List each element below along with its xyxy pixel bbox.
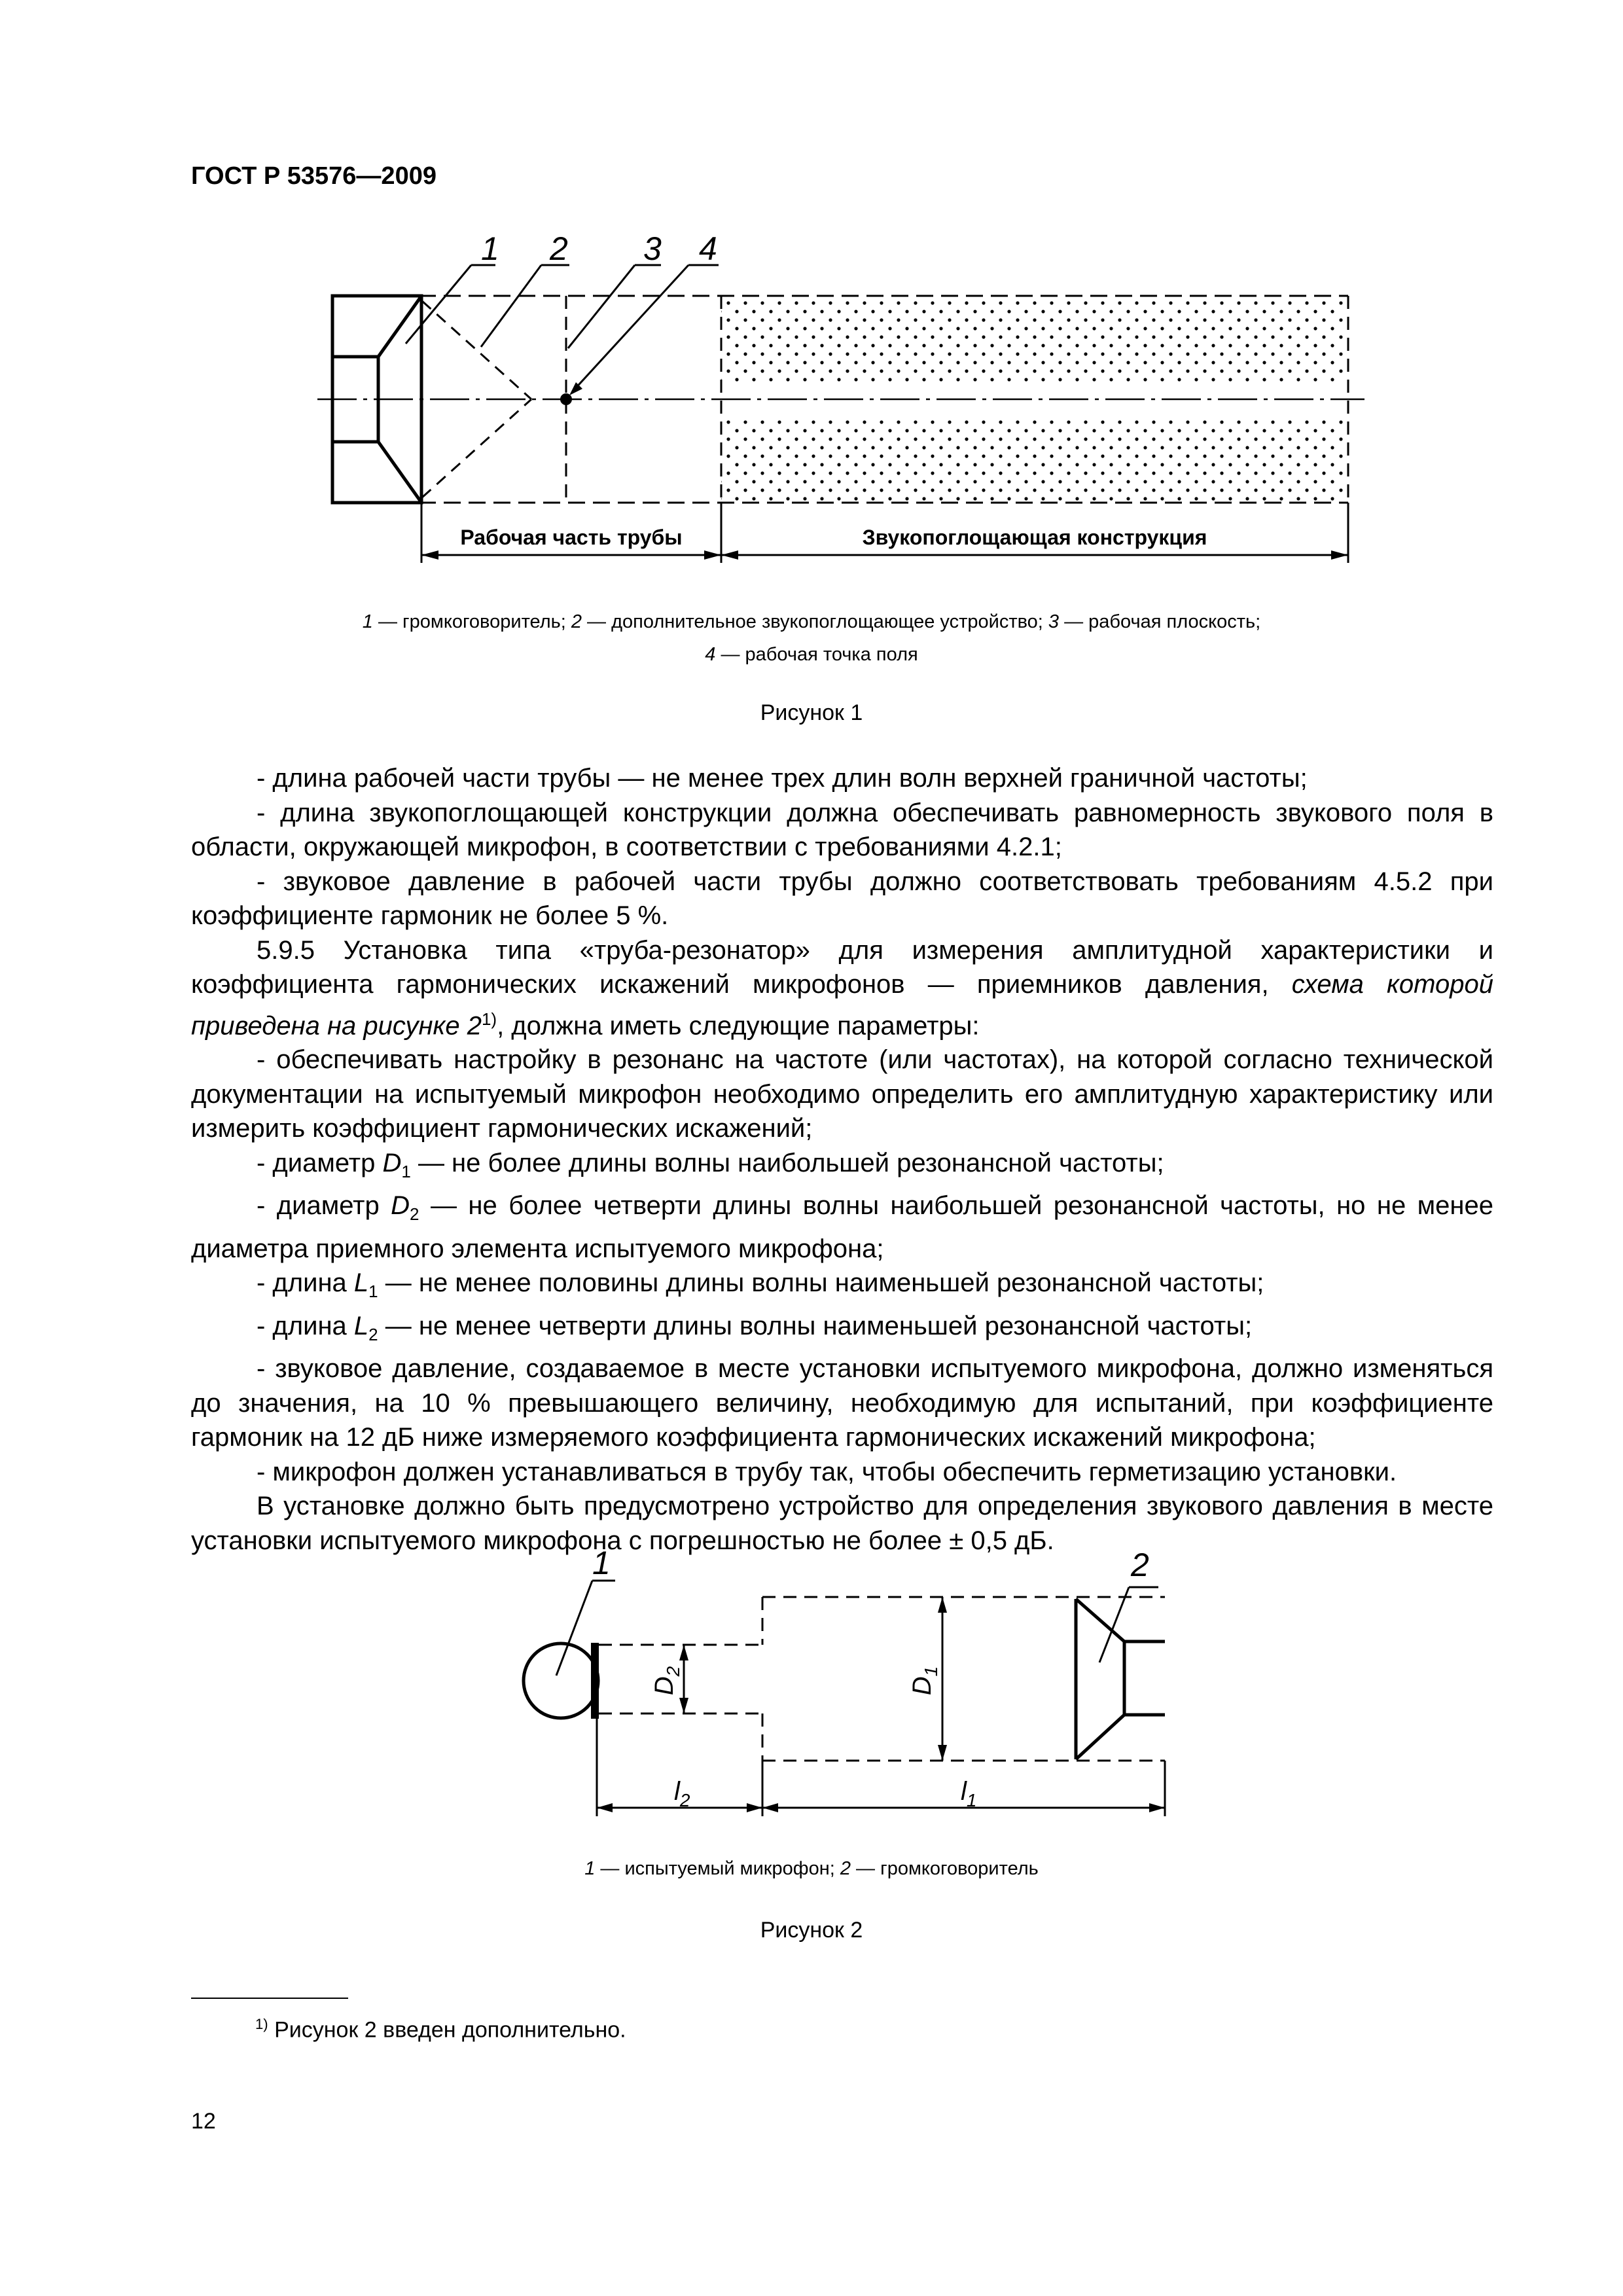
figure-2-legend: 1 — испытуемый микрофон; 2 — громкоговоритель: [584, 1858, 1039, 1879]
paragraph: В установке должно быть предусмотрено устройство для определения звукового давления в месте установки испытуемого микрофона с погрешностью не более ± 0,5 дБ.: [191, 1492, 1493, 1555]
figure-2-callout-1: 1: [592, 1545, 611, 1581]
paragraph: - длина $L_1$ — не менее половины длины волны наименьшей резонансной частоты;: [257, 1268, 1264, 1302]
body-text: [191, 761, 1493, 1558]
d2-label: $D_2$: [650, 1666, 683, 1696]
page-number: 12: [191, 2109, 216, 2134]
footnote: $^{1)}$ Рисунок 2 введен дополнительно.: [255, 2016, 626, 2043]
paragraph: - обеспечивать настройку в резонанс на частоте (или частотах), на которой согласно технической документации на испытуемый микрофон необходимо определить его амплитудную характеристику или измерить коэффициент гармонических искажений;: [191, 1045, 1493, 1143]
paragraph: - звуковое давление в рабочей части трубы должно соответствовать требованиям 4.5.2 при коэффициенте гармоник не более 5 %.: [191, 867, 1493, 930]
paragraph: - длина $L_2$ — не менее четверти длины волны наименьшей резонансной частоты;: [257, 1311, 1253, 1344]
absorbing-structure-label: Звукопоглощающая конструкция: [862, 526, 1207, 549]
figure-2-diagram: [0, 1538, 1623, 1839]
l1-label: $l_1$: [961, 1777, 977, 1810]
figure-1-legend: 1 — громкоговоритель; 2 — дополнительное звукопоглощающее устройство; 3 — рабочая плоскость; 4 — рабочая точка поля: [362, 611, 1261, 665]
paragraph: - длина рабочей части трубы — не менее трех длин волн верхней граничной частоты;: [257, 764, 1308, 793]
paragraph: - микрофон должен устанавливаться в трубу так, чтобы обеспечить герметизацию установки.: [257, 1457, 1397, 1486]
paragraph: 5.9.5 Установка типа «труба-резонатор» для измерения амплитудной характеристики и коэффициента гармонических искажений микрофонов — приемников давления, схема которой приведена на рисунке 2$^{1)}$, должна иметь следующие параметры:: [191, 935, 1493, 1040]
figure-1-diagram: [0, 0, 1623, 655]
figure-1-callout-3: 3: [643, 230, 662, 267]
figure-1-callout-1: 1: [481, 230, 499, 267]
figure-1-title: Рисунок 1: [760, 700, 863, 725]
paragraph: - звуковое давление, создаваемое в месте установки испытуемого микрофона, должно изменяться до значения, на 10 % превышающего величину, необходимую для испытаний, при коэффициенте гармоник на 12 дБ ниже измеряемого коэффициента гармонических искажений микрофона;: [191, 1354, 1493, 1452]
microphone-shape: [524, 1643, 598, 1718]
absorber-lower-region: [721, 419, 1346, 501]
figure-1-callout-4: 4: [699, 230, 717, 267]
d1-label: $D_1$: [908, 1666, 941, 1696]
figure-2-title: Рисунок 2: [760, 1918, 863, 1943]
footnote-separator: [191, 1998, 348, 1999]
paragraph: - диаметр $D_2$ — не более четверти длины волны наибольшей резонансной частоты, но не менее диаметра приемного элемента испытуемого микрофона;: [191, 1191, 1493, 1263]
figure-1-callout-2: 2: [550, 230, 568, 267]
absorber-upper-region: [721, 298, 1346, 382]
working-point-marker: [560, 393, 572, 405]
paragraph: - длина звукопоглощающей конструкции должна обеспечивать равномерность звукового поля в области, окружающей микрофон, в соответствии с требованиями 4.2.1;: [191, 798, 1493, 861]
paragraph: - диаметр $D_1$ — не более длины волны наибольшей резонансной частоты;: [257, 1148, 1164, 1181]
document-header: ГОСТ Р 53576—2009: [191, 162, 437, 190]
working-section-label: Рабочая часть трубы: [460, 526, 683, 549]
figure-2-callout-2: 2: [1131, 1547, 1149, 1583]
l2-label: $l_2$: [674, 1777, 690, 1810]
